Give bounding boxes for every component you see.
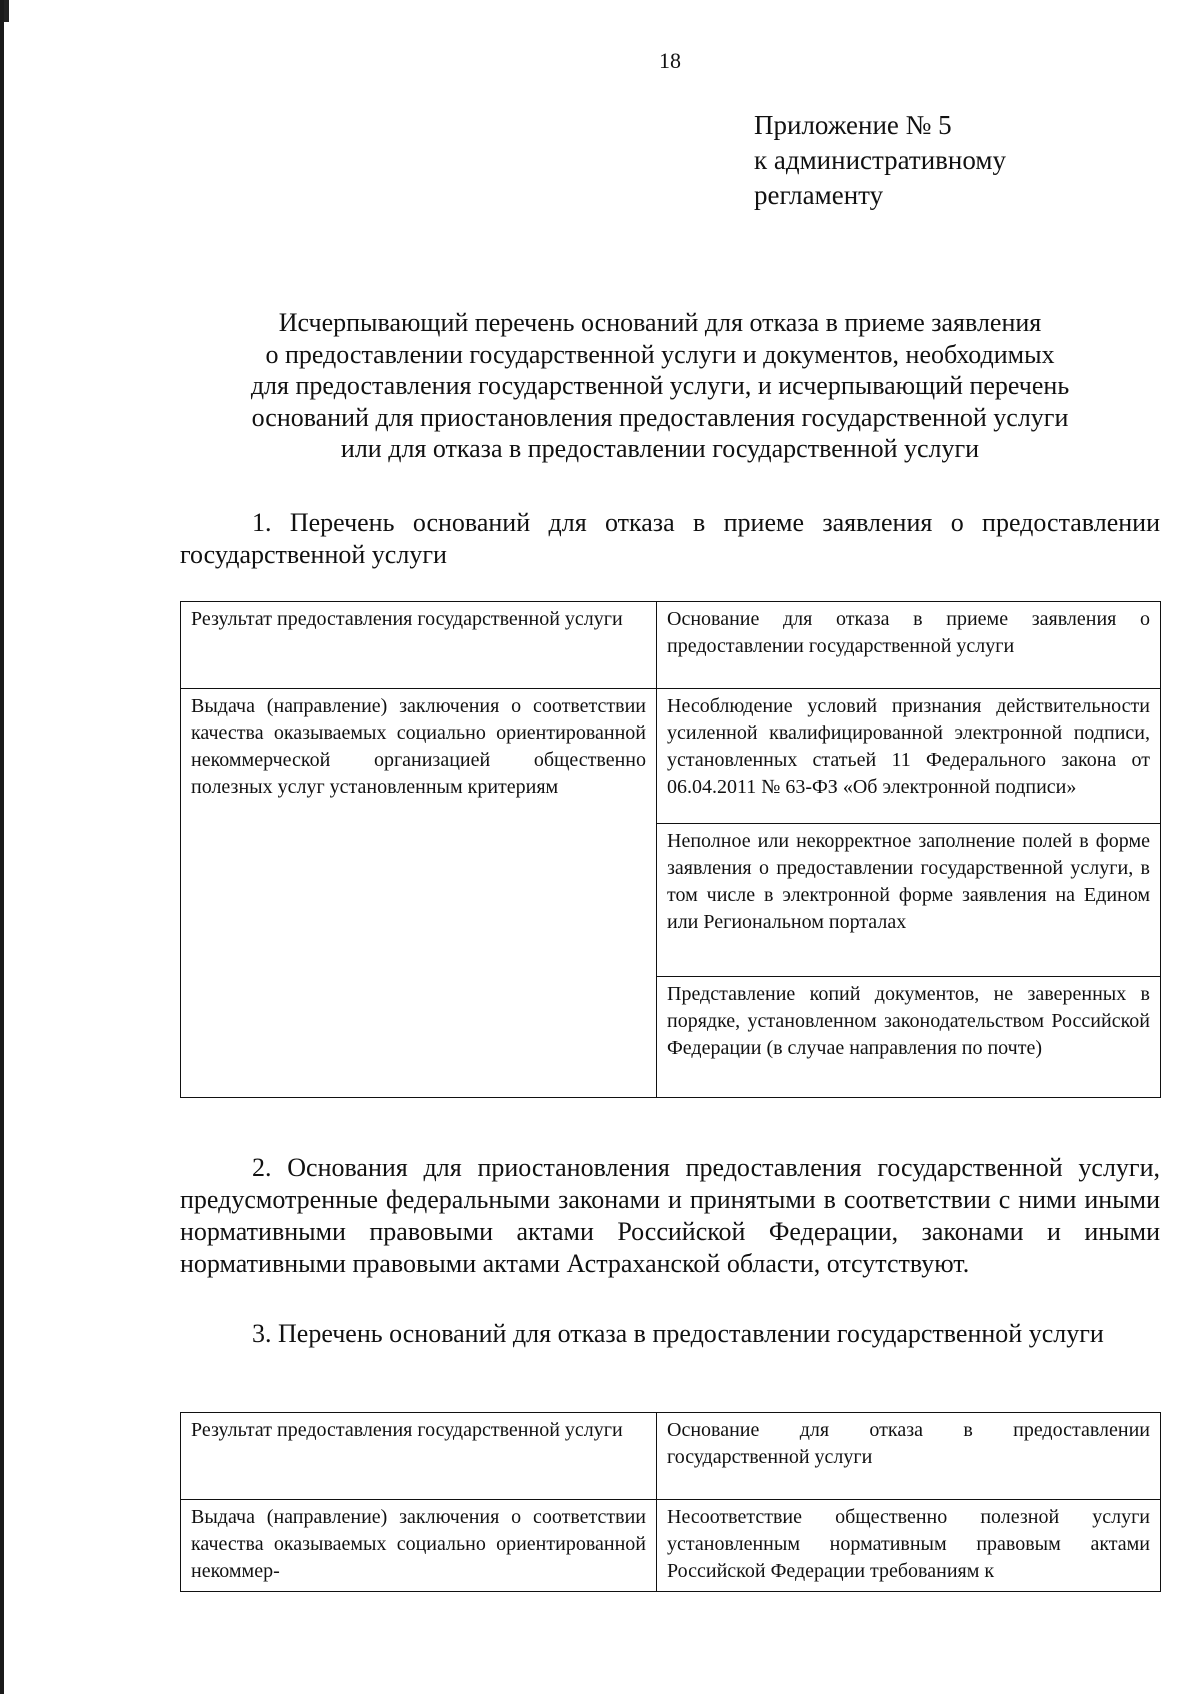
appendix-line-2: к административному <box>754 145 1006 175</box>
reason-cell: Представление копий документов, не заверенных в порядке, установленном законодательством Российской Федерации (в случае направления по почте) <box>657 977 1161 1098</box>
scan-edge <box>0 0 4 1694</box>
result-cell: Выдача (направление) заключения о соответствии качества оказываемых социально ориентированной некоммерческой организацией общественно полезных услуг установленным критериям <box>181 689 657 1098</box>
reception-refusal-table <box>180 601 1161 1098</box>
result-cell: Выдача (направление) заключения о соответствии качества оказываемых социально ориентированной некоммер- <box>181 1500 657 1592</box>
appendix-line-3: регламенту <box>754 180 884 210</box>
document-title <box>180 307 1140 465</box>
scan-edge-mark <box>4 0 9 22</box>
header-cell-reason: Основание для отказа в приеме заявления о предоставлении государственной услуги <box>657 602 1161 689</box>
reason-cell: Несоответствие общественно полезной услуги установленным нормативным правовым актами Российской Федерации требованиям к <box>657 1500 1161 1592</box>
table-header-row <box>181 1413 1161 1500</box>
section-2-paragraph <box>180 1152 1160 1280</box>
reason-cell: Несоблюдение условий признания действительности усиленной квалифицированной электронной подписи, установленных статьей 11 Федерального закона от 06.04.2011 № 63-ФЗ «Об электронной подписи» <box>657 689 1161 824</box>
section-2-text: 2. Основания для приостановления предоставления государственной услуги, предусмотренные федеральными законами и принятыми в соответствии с ними иными нормативными правовыми актами Российской Федерации, законами и иными нормативными правовыми актами Астраханской области, отсутствуют. <box>180 1153 1160 1278</box>
header-cell-result: Результат предоставления государственной услуги <box>181 602 657 689</box>
title-line-2: о предоставлении государственной услуги и документов, необходимых <box>265 339 1055 369</box>
reason-cell: Неполное или некорректное заполнение полей в форме заявления о предоставлении государственной услуги, в том числе в электронной форме заявления на Едином или Региональном порталах <box>657 824 1161 977</box>
table-row <box>181 1500 1161 1592</box>
title-line-1: Исчерпывающий перечень оснований для отказа в приеме заявления <box>278 308 1042 337</box>
service-refusal-table <box>180 1412 1161 1592</box>
table-header-row <box>181 602 1161 689</box>
section-3-heading <box>180 1318 1160 1350</box>
page-number: 18 <box>659 48 681 73</box>
header-cell-reason: Основание для отказа в предоставлении государственной услуги <box>657 1413 1161 1500</box>
section-3-heading-text: 3. Перечень оснований для отказа в предоставлении государственной услуги <box>252 1319 1104 1348</box>
table-row <box>181 689 1161 824</box>
appendix-note <box>754 108 1006 213</box>
title-line-4: оснований для приостановления предоставления государственной услуги <box>251 402 1069 432</box>
header-cell-result: Результат предоставления государственной услуги <box>181 1413 657 1500</box>
section-1-heading-text: 1. Перечень оснований для отказа в приеме заявления о предоставлении государственной услуги <box>180 508 1160 569</box>
title-line-3: для предоставления государственной услуги, и исчерпывающий перечень <box>250 371 1070 400</box>
title-line-5: или для отказа в предоставлении государственной услуги <box>340 434 980 463</box>
appendix-line-1: Приложение № 5 <box>754 110 952 140</box>
section-1-heading <box>180 507 1160 571</box>
